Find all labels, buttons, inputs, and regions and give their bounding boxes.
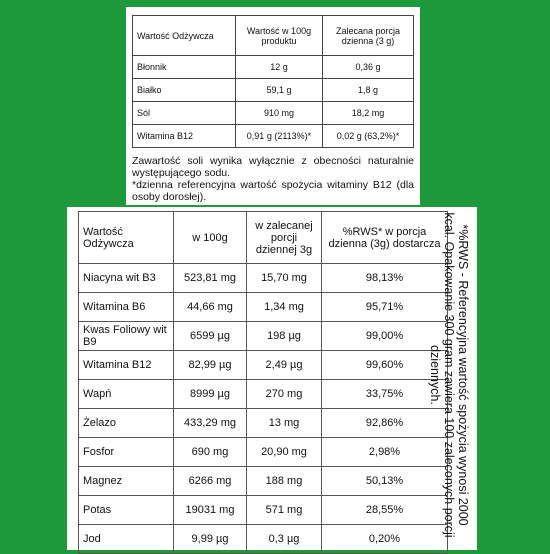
value-daily-portion: 270 mg (247, 380, 322, 409)
rws-side-note (404, 210, 470, 540)
salt-note: Zawartość soli wynika wyłącznie z obecności naturalnie występującego sodu. (132, 155, 414, 179)
value-rws-percent: 98,13% (322, 264, 448, 293)
bottom-header-nutrient: Wartość Odżywcza (79, 212, 174, 264)
table-row (79, 409, 448, 438)
value-rws-percent: 99,60% (322, 351, 448, 380)
nutrient-name: Witamina B6 (79, 293, 174, 322)
value-per-100g: 690 mg (174, 438, 247, 467)
nutrient-name: Kwas Foliowy wit B9 (79, 322, 174, 351)
value-per-100g: 6599 µg (174, 322, 247, 351)
table-row (79, 380, 448, 409)
bottom-table-header-row (79, 212, 448, 264)
b12-note: *dzienna referencyjna wartość spożycia witaminy B12 (dla osoby dorosłej). (132, 179, 414, 203)
top-nutrition-table (132, 15, 414, 148)
value-rws-percent: 2,98% (322, 438, 448, 467)
value-per-100g: 59,1 g (236, 79, 323, 102)
value-per-100g: 0,91 g (2113%)* (236, 125, 323, 148)
value-per-100g: 12 g (236, 56, 323, 79)
table-row (79, 351, 448, 380)
nutrient-name: Potas (79, 496, 174, 525)
nutrient-name: Wapń (79, 380, 174, 409)
table-row (133, 56, 414, 79)
bottom-header-rws: %RWS* w porcja dzienna (3g) dostarcza (322, 212, 448, 264)
top-header-per-100g: Wartość w 100g produktu (236, 16, 323, 56)
value-rws-percent: 95,71% (322, 293, 448, 322)
nutrient-name: Witamina B12 (79, 351, 174, 380)
top-header-nutrient: Wartość Odżywcza (133, 16, 236, 56)
value-per-100g: 910 mg (236, 102, 323, 125)
nutrient-name: Magnez (79, 467, 174, 496)
value-per-100g: 82,99 µg (174, 351, 247, 380)
value-per-100g: 8999 µg (174, 380, 247, 409)
value-rws-percent: 92,86% (322, 409, 448, 438)
value-rws-percent: 50,13% (322, 467, 448, 496)
value-daily-portion: 20,90 mg (247, 438, 322, 467)
value-per-100g: 9,99 µg (174, 525, 247, 554)
value-per-100g: 44,66 mg (174, 293, 247, 322)
value-daily-portion: 18,2 mg (323, 102, 414, 125)
table-row (79, 438, 448, 467)
value-daily-portion: 0,3 µg (247, 525, 322, 554)
table-row (79, 293, 448, 322)
value-daily-portion: 0,02 g (63,2%)* (323, 125, 414, 148)
nutrient-name: Sól (133, 102, 236, 125)
value-daily-portion: 1,8 g (323, 79, 414, 102)
value-rws-percent: 33,75% (322, 380, 448, 409)
table-row (79, 467, 448, 496)
nutrient-name: Błonnik (133, 56, 236, 79)
table-row (79, 264, 448, 293)
top-nutrition-panel (126, 7, 420, 205)
value-per-100g: 523,81 mg (174, 264, 247, 293)
value-per-100g: 19031 mg (174, 496, 247, 525)
nutrient-name: Jod (79, 525, 174, 554)
nutrient-name: Fosfor (79, 438, 174, 467)
value-per-100g: 6266 mg (174, 467, 247, 496)
value-daily-portion: 198 µg (247, 322, 322, 351)
value-rws-percent: 28,55% (322, 496, 448, 525)
table-row (133, 79, 414, 102)
table-row (133, 102, 414, 125)
value-daily-portion: 1,34 mg (247, 293, 322, 322)
value-daily-portion: 0,36 g (323, 56, 414, 79)
value-daily-portion: 2,49 µg (247, 351, 322, 380)
nutrient-name: Białko (133, 79, 236, 102)
table-row (133, 125, 414, 148)
rws-side-note-text: *%RWS - Referencyjna wartość spożycia wynosi 2000 kcal. Opakowanie 300 gram zawiera 100 zaleconych porcji dziennych. (428, 212, 470, 538)
table-row (79, 496, 448, 525)
bottom-header-daily-portion: w zalecanej porcji dziennej 3g (247, 212, 322, 264)
value-per-100g: 433,29 mg (174, 409, 247, 438)
table-row (79, 525, 448, 554)
value-rws-percent: 99,00% (322, 322, 448, 351)
value-rws-percent: 0,20% (322, 525, 448, 554)
value-daily-portion: 13 mg (247, 409, 322, 438)
top-footnotes (132, 155, 414, 203)
top-header-daily-portion: Zalecana porcja dzienna (3 g) (323, 16, 414, 56)
value-daily-portion: 15,70 mg (247, 264, 322, 293)
nutrient-name: Niacyna wit B3 (79, 264, 174, 293)
value-daily-portion: 188 mg (247, 467, 322, 496)
bottom-nutrition-table (78, 211, 448, 554)
value-daily-portion: 571 mg (247, 496, 322, 525)
nutrient-name: Witamina B12 (133, 125, 236, 148)
nutrient-name: Żelazo (79, 409, 174, 438)
bottom-header-per-100g: w 100g (174, 212, 247, 264)
top-table-header-row (133, 16, 414, 56)
table-row (79, 322, 448, 351)
